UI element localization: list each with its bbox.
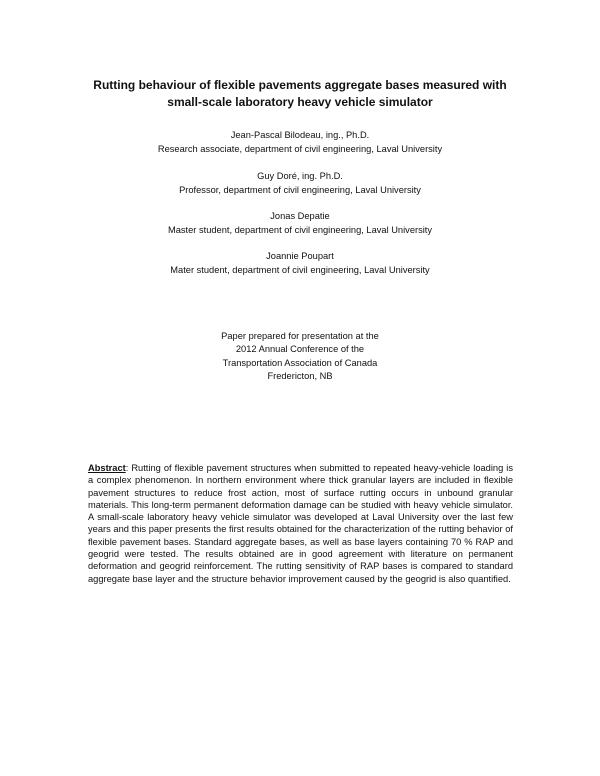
author-affiliation: Master student, department of civil engineering, Laval University bbox=[167, 225, 433, 235]
author-name: Jonas Depatie bbox=[270, 211, 330, 221]
venue-line-2: 2012 Annual Conference of the bbox=[235, 344, 365, 355]
author-name: Guy Doré, ing. Ph.D. bbox=[257, 171, 343, 181]
paper-title bbox=[60, 77, 540, 111]
venue-line-3: Transportation Association of Canada bbox=[222, 357, 378, 368]
author-block-1 bbox=[60, 128, 540, 156]
author-name: Jean-Pascal Bilodeau, ing., Ph.D. bbox=[230, 130, 370, 140]
venue-block bbox=[60, 330, 540, 384]
venue-line-1: Paper prepared for presentation at the bbox=[221, 331, 379, 341]
author-block-4 bbox=[60, 249, 540, 277]
abstract-label: Abstract bbox=[88, 463, 126, 473]
author-block-3 bbox=[60, 209, 540, 237]
author-affiliation: Professor, department of civil engineering, Laval University bbox=[179, 185, 421, 195]
venue-line-4: Fredericton, NB bbox=[267, 371, 333, 382]
author-affiliation: Research associate, department of civil engineering, Laval University bbox=[157, 144, 443, 154]
title-line-2: small-scale laboratory heavy vehicle simulator bbox=[167, 95, 433, 109]
abstract-paragraph bbox=[88, 462, 513, 585]
title-line-1: Rutting behaviour of flexible pavements aggregate bases measured with bbox=[93, 78, 507, 92]
abstract-separator: : bbox=[125, 463, 129, 473]
abstract-text: Rutting of flexible pavement structures when submitted to repeated heavy-vehicle loading is a complex phenomenon. In northern environment where thick granular layers are included in flexible pavement structures to reduce frost action, most of surface rutting occurs in unbound granular materials. This long-term permanent deformation damage can be studied with heavy vehicle simulator. A small-scale laboratory heavy vehicle simulator was developed at Laval University over the last few years and this paper presents the first results obtained for the characterization of the rutting behavior of flexible pavement bases. Standard aggregate bases, as well as base layers containing 70 % RAP and geogrid were tested. The results obtained are in good agreement with literature on permanent deformation and geogrid reinforcement. The rutting sensitivity of RAP bases is compared to standard aggregate base layer and the structure behavior improvement caused by the geogrid is also quantified. bbox=[88, 463, 513, 584]
author-name: Joannie Poupart bbox=[266, 251, 334, 261]
author-block-2 bbox=[60, 169, 540, 197]
author-affiliation: Mater student, department of civil engineering, Laval University bbox=[170, 265, 430, 275]
